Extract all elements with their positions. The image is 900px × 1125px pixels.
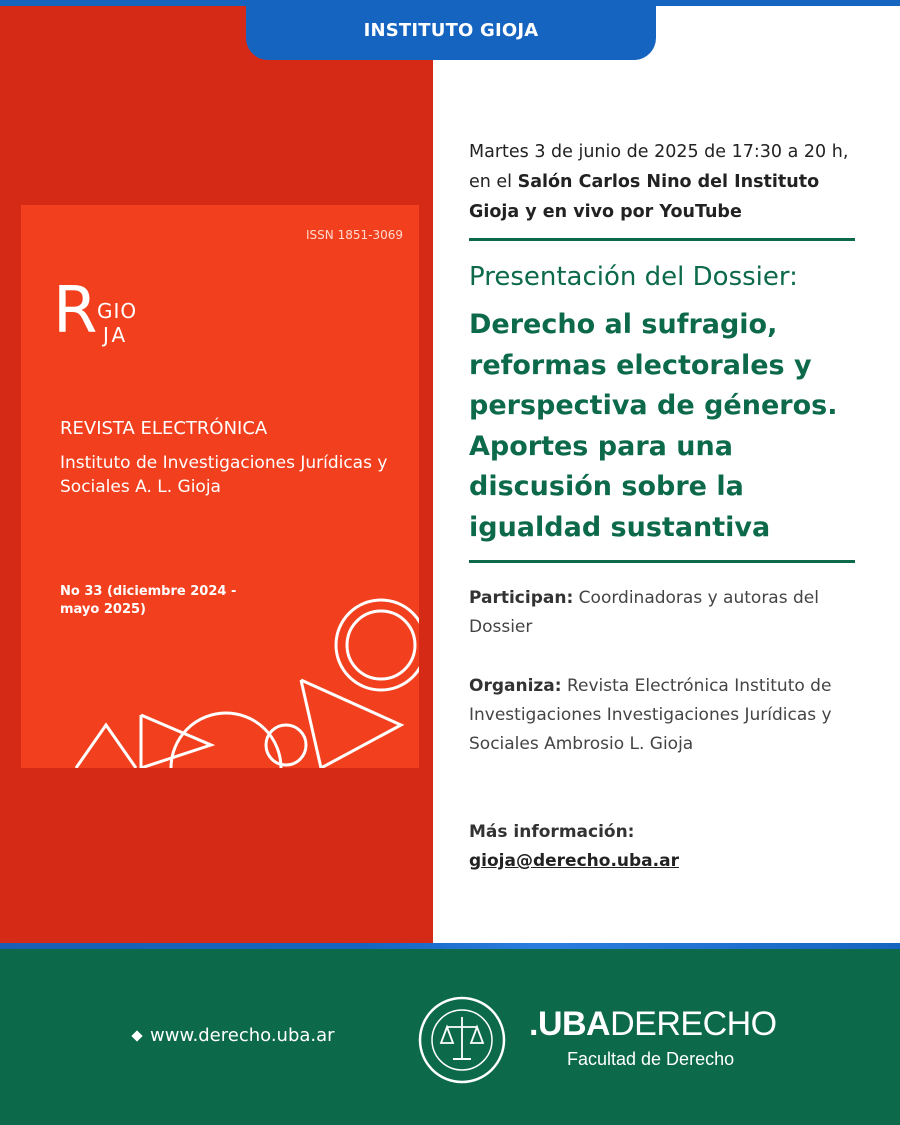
dossier-title: Derecho al sufragio, reformas electorales y perspectiva de géneros. Aportes para una discusión sobre la igualdad sustantiva bbox=[469, 309, 838, 543]
event-date: Martes 3 de junio de 2025 de 17:30 a 20 h, en el bbox=[469, 142, 849, 192]
header-tab bbox=[246, 0, 656, 60]
logo-r: R bbox=[53, 274, 98, 348]
more-info-section bbox=[469, 818, 869, 876]
organiza-label: Organiza: bbox=[469, 676, 562, 696]
footer bbox=[0, 949, 900, 1125]
organiza-text: Revista Electrónica Instituto de Investigaciones Investigaciones Jurídicas y Sociales Ambrosio L. Gioja bbox=[469, 676, 832, 754]
header-title: INSTITUTO GIOJA bbox=[363, 19, 539, 41]
participan-text: Coordinadoras y autoras del Dossier bbox=[469, 588, 819, 637]
website-link[interactable] bbox=[133, 1025, 335, 1046]
logo-ja: JA bbox=[103, 323, 129, 347]
event-date-text bbox=[469, 137, 869, 227]
diamond-bullet-icon bbox=[131, 1030, 142, 1041]
uba-brand-bold: .UBA bbox=[529, 1005, 611, 1043]
divider-top bbox=[469, 238, 855, 241]
contact-email-link[interactable]: gioja@derecho.uba.ar bbox=[469, 851, 679, 871]
rgioja-logo bbox=[53, 274, 173, 357]
event-venue: Salón Carlos Nino del Instituto Gioja y en vivo por YouTube bbox=[469, 172, 820, 222]
cover-revista-title: REVISTA ELECTRÓNICA bbox=[60, 418, 268, 439]
mas-info-label: Más información: bbox=[469, 822, 635, 842]
journal-cover bbox=[21, 205, 419, 768]
faculty-subtitle: Facultad de Derecho bbox=[567, 1049, 735, 1069]
uba-derecho-logo bbox=[529, 1005, 777, 1044]
presentation-label: Presentación del Dossier: bbox=[469, 262, 798, 292]
faculty-seal-icon bbox=[417, 995, 507, 1085]
logo-gio: GIO bbox=[97, 299, 138, 323]
participants-section bbox=[469, 584, 869, 642]
cover-issue: No 33 (diciembre 2024 - mayo 2025) bbox=[60, 584, 237, 617]
participan-label: Participan: bbox=[469, 588, 574, 608]
divider-bottom bbox=[469, 560, 855, 563]
cover-issn: ISSN 1851-3069 bbox=[306, 228, 403, 242]
geometric-shapes-graphic bbox=[21, 585, 419, 768]
cover-institute: Instituto de Investigaciones Jurídicas y Sociales A. L. Gioja bbox=[60, 453, 388, 497]
uba-brand-light: DERECHO bbox=[610, 1005, 777, 1043]
organizer-section bbox=[469, 672, 869, 759]
website-url: www.derecho.uba.ar bbox=[150, 1025, 335, 1046]
